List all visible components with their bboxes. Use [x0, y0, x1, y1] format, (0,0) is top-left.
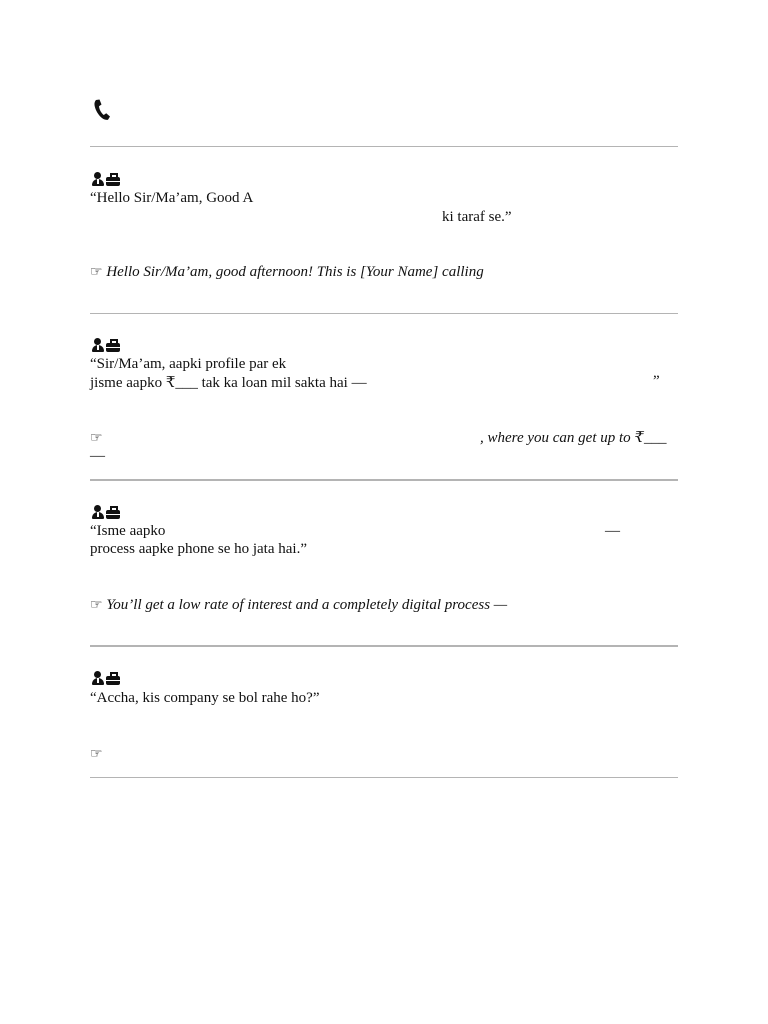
divider — [90, 645, 678, 647]
translation-line — [90, 745, 103, 763]
divider — [90, 146, 678, 147]
divider — [90, 777, 678, 778]
speaker-icons — [91, 671, 123, 685]
person-icon — [91, 172, 105, 186]
translation-continuation: — — [90, 448, 105, 464]
pointing-hand-icon: ☞ — [90, 264, 103, 280]
pointing-hand-icon: ☞ — [90, 597, 103, 613]
translation-line — [90, 263, 484, 281]
briefcase-icon — [106, 672, 120, 685]
dialogue-line: “Sir/Ma’am, aapki profile par ek — [90, 356, 287, 372]
divider — [90, 313, 678, 314]
divider — [90, 479, 678, 481]
dialogue-line: “Accha, kis company se bol rahe ho?” — [90, 690, 320, 706]
dialogue-line: jisme aapko ₹___ tak ka loan mil sakta hai — — [90, 375, 367, 391]
dialogue-line: process aapke phone se ho jata hai.” — [90, 541, 307, 557]
pointing-hand-icon: ☞ — [90, 430, 103, 446]
briefcase-icon — [106, 506, 120, 519]
dialogue-line: “Isme aapko — [90, 523, 166, 539]
translation-text: You’ll get a low rate of interest and a completely digital process — — [106, 597, 508, 613]
person-icon — [91, 671, 105, 685]
dialogue-line: — — [605, 523, 620, 539]
briefcase-icon — [106, 339, 120, 352]
dialogue-line: ” — [653, 373, 660, 389]
speaker-icons — [91, 505, 123, 519]
person-icon — [91, 505, 105, 519]
speaker-icons — [91, 172, 123, 186]
phone-icon — [93, 99, 111, 121]
dialogue-line: ki taraf se.” — [442, 209, 512, 225]
briefcase-icon — [106, 173, 120, 186]
dialogue-line: “Hello Sir/Ma’am, Good A — [90, 190, 254, 206]
translation-line — [90, 429, 103, 447]
pointing-hand-icon: ☞ — [90, 746, 103, 762]
speaker-icons — [91, 338, 123, 352]
translation-text: Hello Sir/Ma’am, good afternoon! This is [Your Name] calling — [106, 264, 484, 280]
translation-text: , where you can get up to ₹___ — [480, 430, 667, 446]
person-icon — [91, 338, 105, 352]
translation-line — [90, 596, 507, 614]
